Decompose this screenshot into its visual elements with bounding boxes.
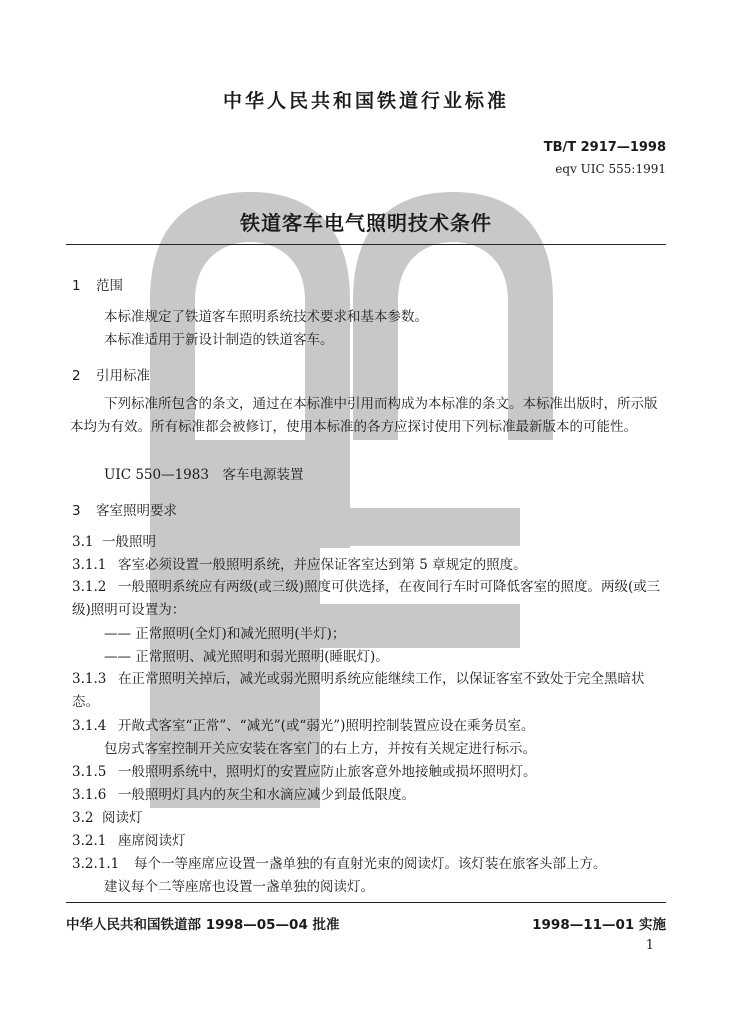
clause-text: 每个一等座席应设置一盏单独的有直射光束的阅读灯。该灯装在旅客头部上方。: [134, 856, 607, 872]
clause-text: 开敞式客室“正常”、“减光”(或“弱光”)照明控制装置应设在乘务员室。: [118, 718, 535, 734]
clause-3-2-heading: [72, 806, 143, 826]
clause-text: 一般照明系统中，照明灯的安置应防止旅客意外地接触或损坏照明灯。: [118, 764, 537, 780]
clause-number: 3.1.2: [72, 579, 107, 595]
implementation-date: 1998—11—01 实施: [532, 917, 666, 933]
clause-3-1-1: [72, 553, 527, 573]
section-title: 引用标准: [96, 368, 150, 384]
clause-number: 3.1.1: [72, 557, 107, 573]
clause-text: 客室必须设置一般照明系统，并应保证客室达到第 5 章规定的照度。: [118, 557, 527, 573]
section-3-heading: [72, 499, 177, 519]
clause-3-1-4-paragraph-2: 包房式客室控制开关应安装在客室门的右上方，并按有关规定进行标示。: [104, 741, 536, 757]
section-number: 1: [72, 278, 81, 294]
clause-number: 3.1.3: [72, 671, 107, 687]
clause-3-2-1-1: [72, 852, 607, 872]
clause-3-1-4: [72, 714, 534, 734]
clause-3-1-6: [72, 783, 415, 803]
document-title: 铁道客车电气照明技术条件: [240, 211, 492, 235]
clause-title: 阅读灯: [102, 810, 143, 826]
clause-number: 3.1.5: [72, 764, 107, 780]
section-2-heading: [72, 364, 150, 384]
referenced-standard: UIC 550—1983 客车电源装置: [104, 467, 304, 483]
clause-3-1-3: [72, 668, 670, 714]
clause-number: 3.2: [72, 810, 94, 826]
clause-text: 一般照明灯具内的灰尘和水滴应减少到最低限度。: [118, 787, 415, 803]
title-divider: [66, 244, 666, 245]
standard-code: TB/T 2917—1998: [543, 140, 666, 155]
clause-3-2-1-heading: [72, 829, 186, 849]
section-title: 范围: [96, 278, 123, 294]
clause-number: 3.2.1: [72, 833, 107, 849]
clause-3-1-heading: [72, 530, 156, 550]
footer-divider: [66, 902, 666, 903]
clause-3-2-1-1-paragraph-2: 建议每个二等座席也设置一盏单独的阅读灯。: [104, 879, 374, 895]
page-number: 1: [645, 938, 654, 953]
section-title: 客室照明要求: [96, 503, 177, 519]
clause-number: 3.1.6: [72, 787, 107, 803]
clause-text: 一般照明系统应有两级(或三级)照度可供选择，在夜间行车时可降低客室的照度。两级(或三级)照明可设置为：: [72, 579, 661, 618]
section-1-paragraph-2: 本标准适用于新设计制造的铁道客车。: [104, 332, 334, 348]
section-2-paragraph: 下列标准所包含的条文，通过在本标准中引用而构成为本标准的条文。本标准出版时，所示版本均为有效。所有标准都会被修订，使用本标准的各方应探讨使用下列标准最新版本的可能性。: [70, 396, 658, 435]
section-1-paragraph-1: 本标准规定了铁道客车照明系统技术要求和基本参数。: [104, 309, 428, 325]
list-item: —— 正常照明、减光照明和弱光照明(睡眠灯)。: [104, 649, 389, 665]
clause-title: 一般照明: [102, 534, 156, 550]
standard-category-title: 中华人民共和国铁道行业标准: [222, 90, 509, 112]
section-number: 2: [72, 368, 81, 384]
clause-3-1-2: [72, 576, 670, 622]
section-number: 3: [72, 503, 81, 519]
clause-title: 座席阅读灯: [118, 833, 186, 849]
clause-number: 3.1.4: [72, 718, 107, 734]
clause-3-1-5: [72, 760, 537, 780]
approval-line: 中华人民共和国铁道部 1998—05—04 批准: [66, 917, 340, 933]
list-item: —— 正常照明(全灯)和减光照明(半灯)；: [104, 626, 346, 642]
clause-text: 在正常照明关掉后，减光或弱光照明系统应能继续工作，以保证客室不致处于完全黑暗状态。: [72, 671, 645, 710]
clause-number: 3.1: [72, 534, 94, 550]
clause-number: 3.2.1.1: [72, 856, 120, 872]
section-1-heading: [72, 274, 123, 294]
equivalent-standard: eqv UIC 555:1991: [555, 162, 666, 176]
